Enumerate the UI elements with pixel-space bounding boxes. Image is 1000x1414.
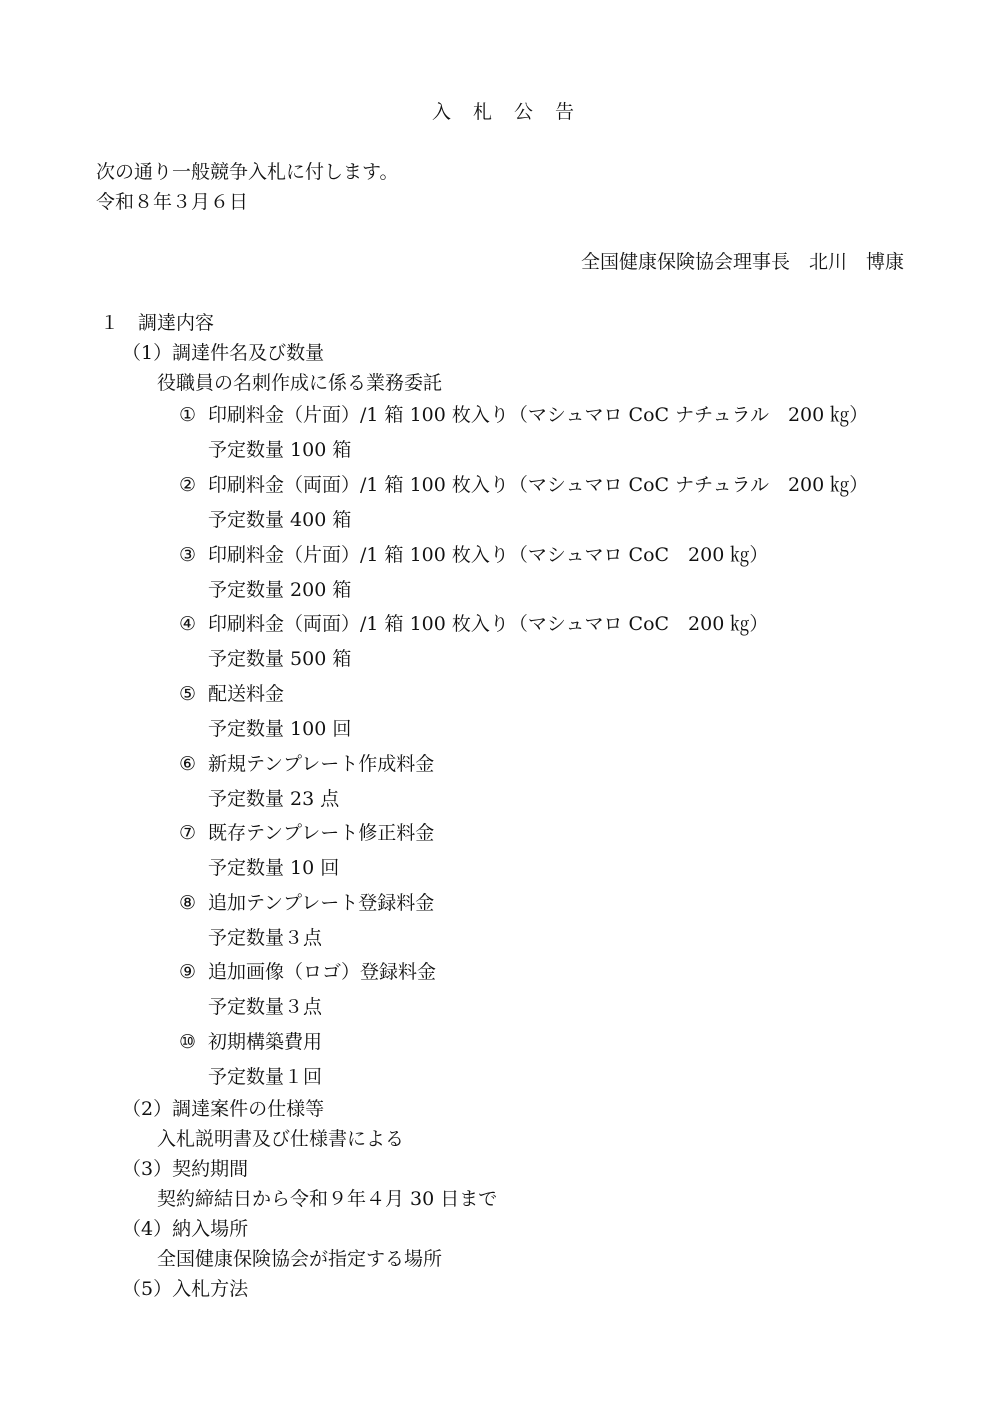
item-1-name: 印刷料金（片面）/1 箱 100 枚入り（マシュマロ CoC ナチュラル 200 ㎏） [208, 404, 869, 426]
sub-2-body: 入札説明書及び仕様書による [157, 1128, 405, 1150]
notice-title: 入札公告 [432, 101, 597, 123]
item-5-number: ⑤ [179, 683, 197, 705]
item-9-name: 追加画像（ロゴ）登録料金 [208, 961, 437, 983]
sub-5-heading: （5）入札方法 [122, 1278, 249, 1300]
item-10-quantity: 予定数量１回 [208, 1066, 323, 1088]
sub-2-heading: （2）調達案件の仕様等 [122, 1098, 325, 1120]
item-4-number: ④ [179, 613, 197, 635]
section-1-heading: １ 調達内容 [100, 312, 215, 334]
item-7-number: ⑦ [179, 822, 197, 844]
sub-4-body: 全国健康保険協会が指定する場所 [157, 1248, 443, 1270]
item-3-number: ③ [179, 544, 197, 566]
item-1-quantity: 予定数量 100 箱 [208, 439, 352, 461]
item-4-quantity: 予定数量 500 箱 [208, 648, 352, 670]
item-6-name: 新規テンプレート作成料金 [208, 753, 435, 775]
sub-4-heading: （4）納入場所 [122, 1218, 249, 1240]
item-8-quantity: 予定数量３点 [208, 927, 323, 949]
item-9-quantity: 予定数量３点 [208, 996, 323, 1018]
item-2-name: 印刷料金（両面）/1 箱 100 枚入り（マシュマロ CoC ナチュラル 200 ㎏） [208, 474, 869, 496]
procurement-subject: 役職員の名刺作成に係る業務委託 [157, 372, 443, 394]
item-4-name: 印刷料金（両面）/1 箱 100 枚入り（マシュマロ CoC 200 ㎏） [208, 613, 769, 635]
item-5-quantity: 予定数量 100 回 [208, 718, 352, 740]
item-2-quantity: 予定数量 400 箱 [208, 509, 352, 531]
item-8-name: 追加テンプレート登録料金 [208, 892, 435, 914]
sub-1-heading: （1）調達件名及び数量 [122, 342, 325, 364]
item-7-quantity: 予定数量 10 回 [208, 857, 340, 879]
item-3-quantity: 予定数量 200 箱 [208, 579, 352, 601]
sub-3-body: 契約締結日から令和９年４月 30 日まで [157, 1188, 498, 1210]
item-9-number: ⑨ [179, 961, 197, 983]
sub-3-heading: （3）契約期間 [122, 1158, 249, 1180]
item-1-number: ① [179, 404, 197, 426]
item-3-name: 印刷料金（片面）/1 箱 100 枚入り（マシュマロ CoC 200 ㎏） [208, 544, 769, 566]
item-10-name: 初期構築費用 [208, 1031, 323, 1053]
item-10-number: ⑩ [179, 1031, 197, 1053]
issuer-signature: 全国健康保険協会理事長 北川 博康 [580, 251, 904, 273]
item-5-name: 配送料金 [208, 683, 285, 705]
item-2-number: ② [179, 474, 197, 496]
item-6-number: ⑥ [179, 753, 197, 775]
item-7-name: 既存テンプレート修正料金 [208, 822, 435, 844]
notice-date: 令和８年３月６日 [96, 191, 249, 213]
item-6-quantity: 予定数量 23 点 [208, 788, 340, 810]
intro-text: 次の通り一般競争入札に付します。 [96, 161, 399, 183]
item-8-number: ⑧ [179, 892, 197, 914]
